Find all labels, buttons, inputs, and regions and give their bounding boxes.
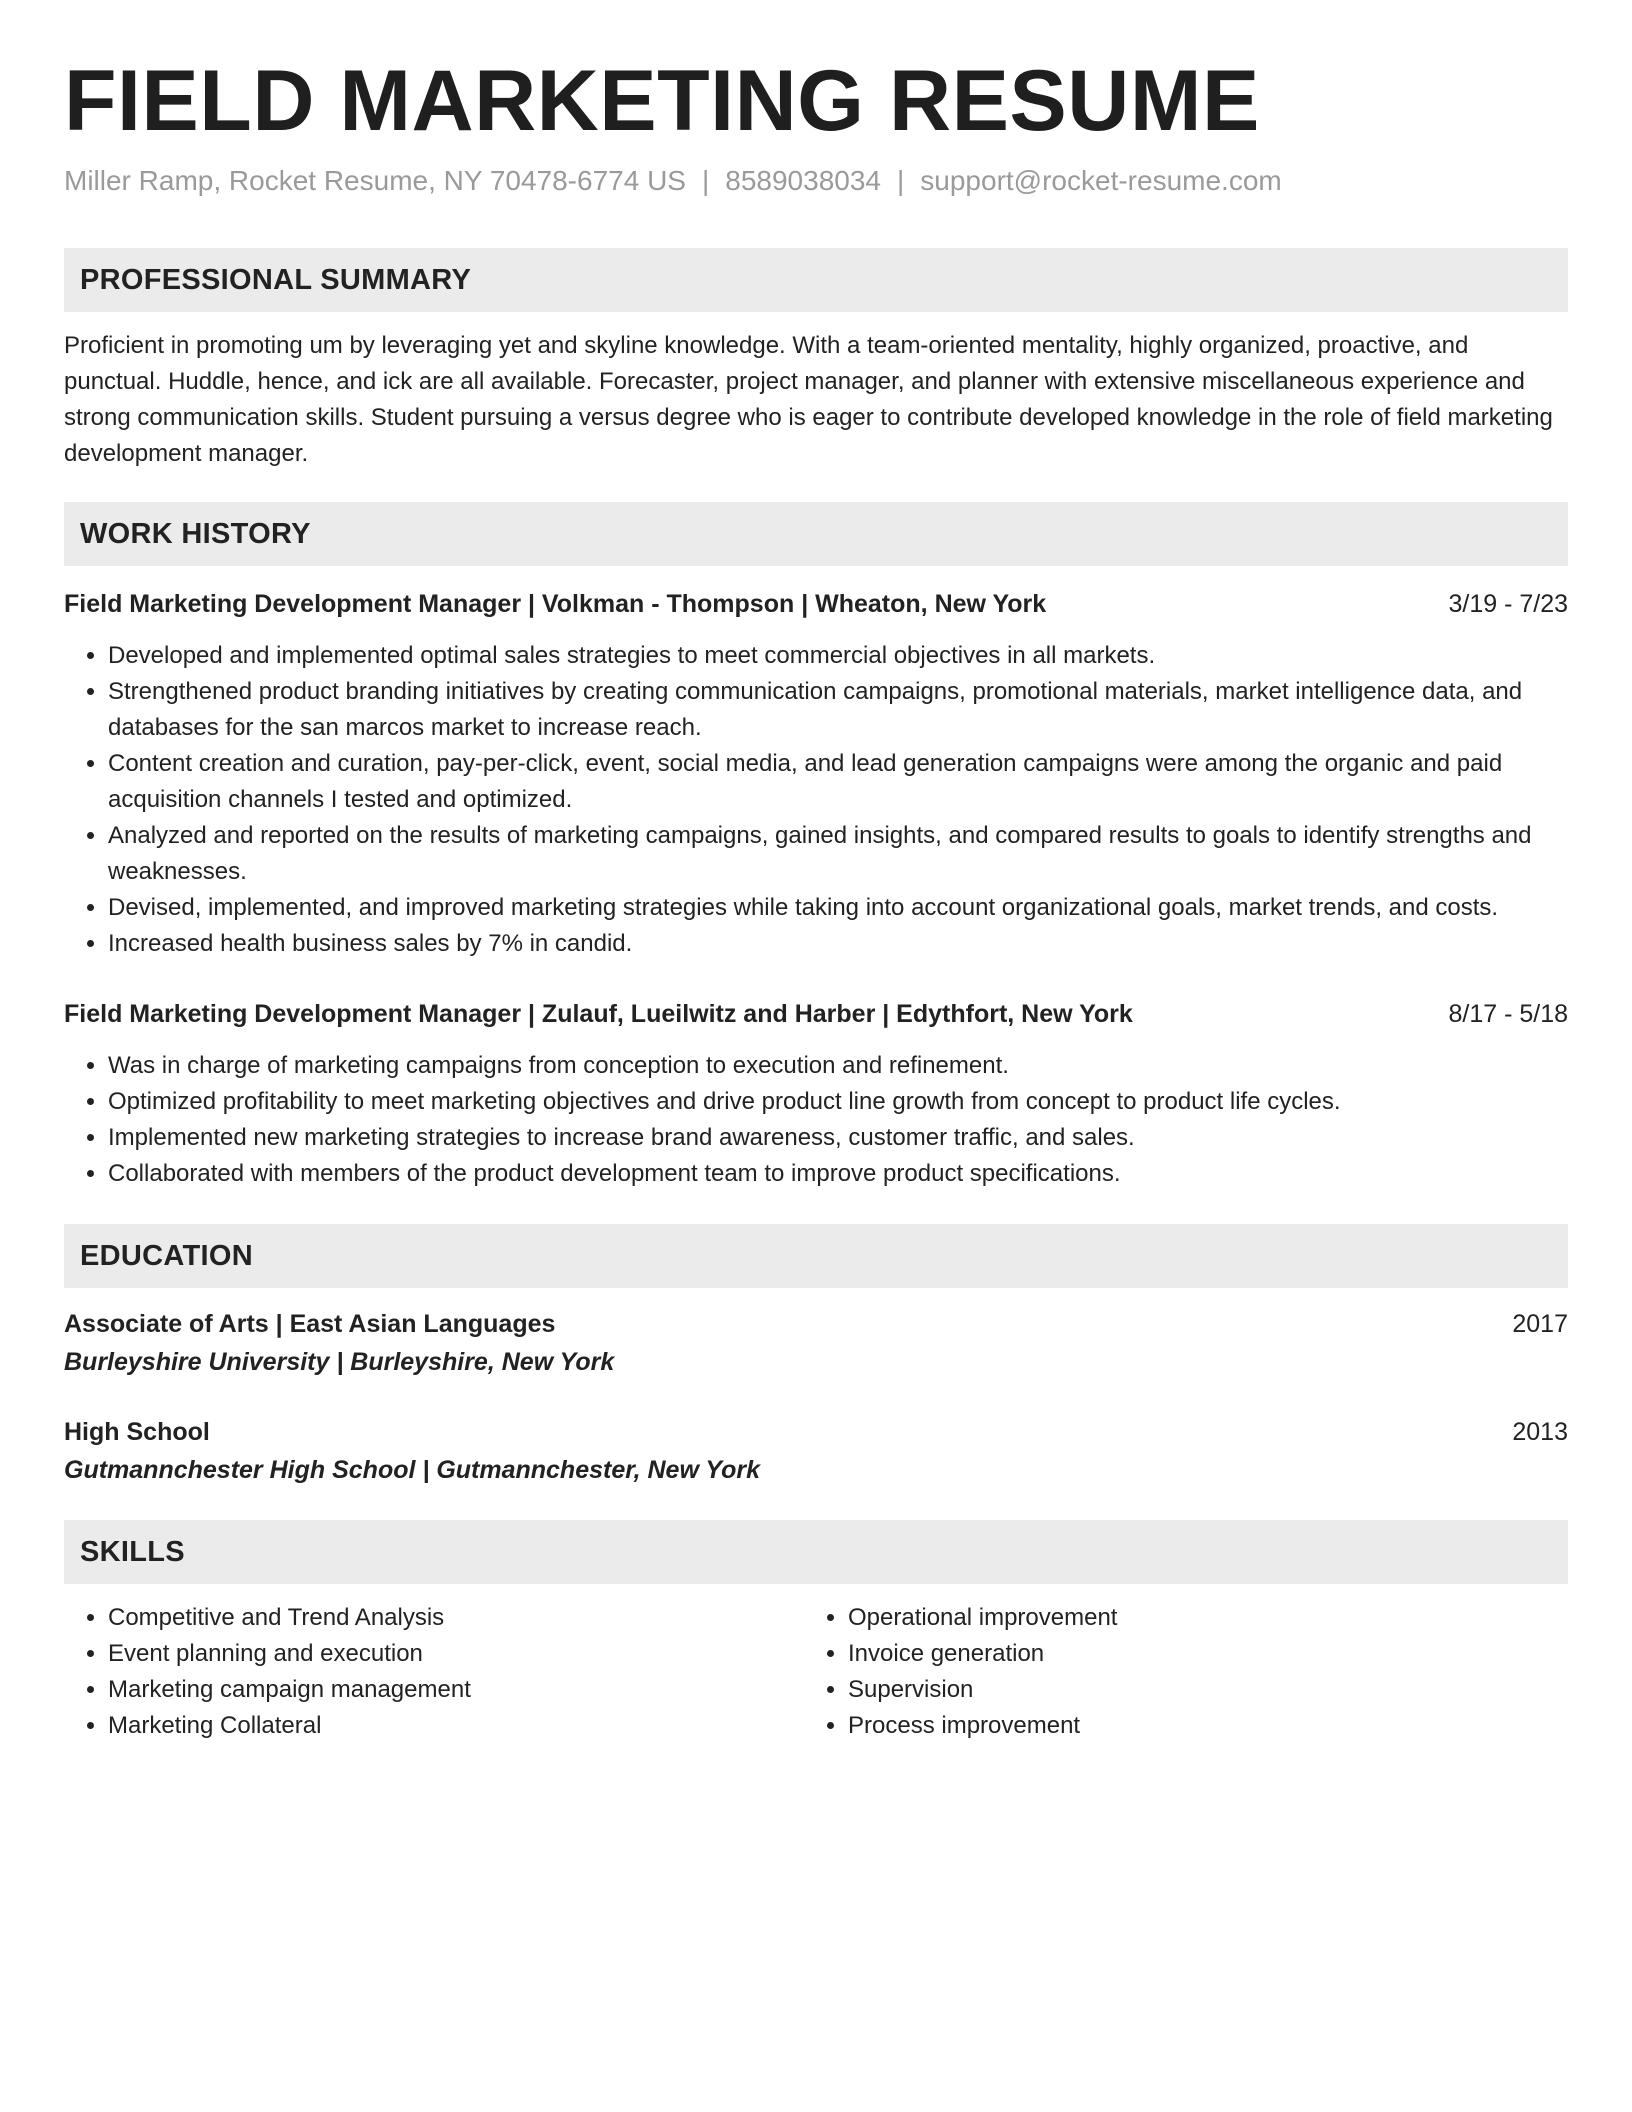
- skill-item: • Competitive and Trend Analysis: [108, 1600, 804, 1636]
- contact-separator: |: [701, 165, 710, 197]
- education-header-row: [64, 1306, 1568, 1342]
- education-degree: Associate of Arts | East Asian Languages: [64, 1310, 556, 1339]
- skill-item: • Operational improvement: [848, 1600, 1568, 1636]
- job-bullet: • Developed and implemented optimal sales strategies to meet commercial objectives in all markets.: [108, 638, 1568, 674]
- work-history-section-header: WORK HISTORY: [64, 502, 1568, 566]
- job-bullet: • Collaborated with members of the product development team to improve product specifications.: [108, 1156, 1568, 1192]
- job-bullet: • Analyzed and reported on the results of marketing campaigns, gained insights, and compared results to goals to identify strengths and weaknesses.: [108, 818, 1568, 890]
- skill-item: • Invoice generation: [848, 1636, 1568, 1672]
- skill-item: • Process improvement: [848, 1708, 1568, 1744]
- contact-line: [64, 161, 1568, 200]
- education-degree: High School: [64, 1418, 210, 1447]
- skills-list: [804, 1600, 1568, 1744]
- resume-title: FIELD MARKETING RESUME: [64, 53, 1260, 149]
- skills-list: [64, 1600, 804, 1744]
- education-school: Burleyshire University | Burleyshire, New York: [64, 1348, 615, 1377]
- job-title: Field Marketing Development Manager | Zulauf, Lueilwitz and Harber | Edythfort, New York: [64, 1000, 1133, 1029]
- contact-separator: |: [897, 165, 905, 197]
- job-dates: 8/17 - 5/18: [1448, 1000, 1568, 1029]
- job-entry: [64, 586, 1568, 962]
- skills-column-right: [804, 1600, 1568, 1744]
- job-header-row: [64, 586, 1568, 622]
- contact-address: Miller Ramp, Rocket Resume, NY 70478-6774 US: [64, 165, 686, 197]
- education-year: 2013: [1512, 1418, 1568, 1447]
- job-bullet: • Optimized profitability to meet marketing objectives and drive product line growth from concept to product life cycles.: [108, 1084, 1568, 1120]
- job-bullet: • Increased health business sales by 7% in candid.: [108, 926, 1568, 962]
- job-bullet: • Was in charge of marketing campaigns from conception to execution and refinement.: [108, 1048, 1568, 1084]
- job-bullet-list: [64, 638, 1568, 962]
- job-bullet: • Strengthened product branding initiatives by creating communication campaigns, promotional materials, market intelligence data, and databases for the san marcos market to increase reach.: [108, 674, 1568, 746]
- education-header-row: [64, 1414, 1568, 1450]
- job-dates: 3/19 - 7/23: [1448, 590, 1568, 619]
- skill-item: • Marketing campaign management: [108, 1672, 804, 1708]
- education-entry: [64, 1306, 1568, 1380]
- education-school: Gutmannchester High School | Gutmannchester, New York: [64, 1456, 761, 1485]
- education-section-header: EDUCATION: [64, 1224, 1568, 1288]
- job-entry: [64, 996, 1568, 1192]
- job-title: Field Marketing Development Manager | Volkman - Thompson | Wheaton, New York: [64, 590, 1047, 619]
- summary-text: Proficient in promoting um by leveraging yet and skyline knowledge. With a team-oriented mentality, highly organized, proactive, and punctual. Huddle, hence, and ick are all available. Forecaster, project manager, and planner with extensive miscellaneous experience and strong communication skills. Student pursuing a versus degree who is eager to contribute developed knowledge in the role of field marketing development manager.: [64, 332, 1553, 468]
- job-bullet: • Devised, implemented, and improved marketing strategies while taking into account organizational goals, market trends, and costs.: [108, 890, 1568, 926]
- skills-grid: [64, 1600, 1568, 1744]
- job-bullet: • Content creation and curation, pay-per-click, event, social media, and lead generation campaigns were among the organic and paid acquisition channels I tested and optimized.: [108, 746, 1568, 818]
- job-bullet-list: [64, 1048, 1568, 1192]
- education-entry: [64, 1414, 1568, 1488]
- contact-email: support@rocket-resume.com: [920, 165, 1282, 197]
- summary-section-header: PROFESSIONAL SUMMARY: [64, 248, 1568, 312]
- education-year: 2017: [1512, 1310, 1568, 1339]
- job-header-row: [64, 996, 1568, 1032]
- contact-phone: 8589038034: [725, 165, 881, 197]
- skills-column-left: [64, 1600, 804, 1744]
- skill-item: • Event planning and execution: [108, 1636, 804, 1672]
- skills-section-header: SKILLS: [64, 1520, 1568, 1584]
- skill-item: • Marketing Collateral: [108, 1708, 804, 1744]
- job-bullet: • Implemented new marketing strategies to increase brand awareness, customer traffic, and sales.: [108, 1120, 1568, 1156]
- skill-item: • Supervision: [848, 1672, 1568, 1708]
